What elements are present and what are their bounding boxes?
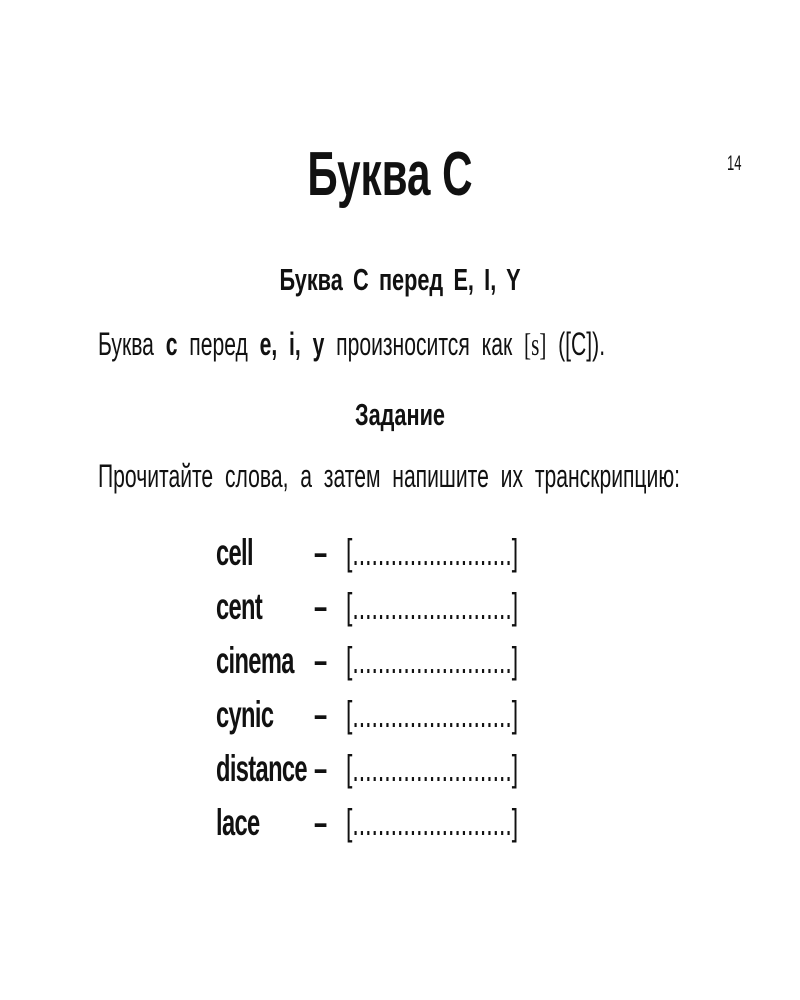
word-row <box>216 640 556 694</box>
page-title: Буква C <box>307 140 473 209</box>
rule-vowel: i, <box>289 326 301 362</box>
word: cell <box>216 532 253 573</box>
dash: – <box>314 532 328 573</box>
word: lace <box>216 802 260 843</box>
word-row <box>216 532 556 586</box>
word-list <box>216 532 556 856</box>
task-heading: Задание <box>354 397 446 432</box>
rule-letter: c <box>165 326 178 362</box>
transcription-blank[interactable]: [.........................] <box>346 802 519 843</box>
word-row <box>216 586 556 640</box>
word-row <box>216 802 556 856</box>
dash: – <box>314 694 328 735</box>
dash: – <box>314 640 328 681</box>
transcription-blank[interactable]: [.........................] <box>346 586 519 627</box>
rule-transcription: ([C]). <box>558 326 606 362</box>
rule-statement <box>98 326 605 363</box>
rule-before: перед <box>189 326 248 362</box>
rule-vowel: y <box>312 326 325 362</box>
dash: – <box>314 748 328 789</box>
dash: – <box>314 802 328 843</box>
transcription-blank[interactable]: [.........................] <box>346 748 519 789</box>
rule-vowel: e, <box>259 326 278 362</box>
dash: – <box>314 586 328 627</box>
page-number: 14 <box>727 152 742 175</box>
rule-ipa: [s] <box>524 326 547 362</box>
transcription-blank[interactable]: [.........................] <box>346 532 519 573</box>
word: cynic <box>216 694 274 735</box>
word: distance <box>216 748 307 789</box>
task-instruction: Прочитайте слова, а затем напишите их транскрипцию: <box>98 458 681 494</box>
rule-text: произносится как <box>336 326 513 362</box>
transcription-blank[interactable]: [.........................] <box>346 694 519 735</box>
word: cent <box>216 586 263 627</box>
section-heading: Буква C перед E, I, Y <box>279 262 521 297</box>
word-row <box>216 694 556 748</box>
word-row <box>216 748 556 802</box>
rule-lead: Буква <box>98 326 154 362</box>
word: cinema <box>216 640 294 681</box>
transcription-blank[interactable]: [.........................] <box>346 640 519 681</box>
